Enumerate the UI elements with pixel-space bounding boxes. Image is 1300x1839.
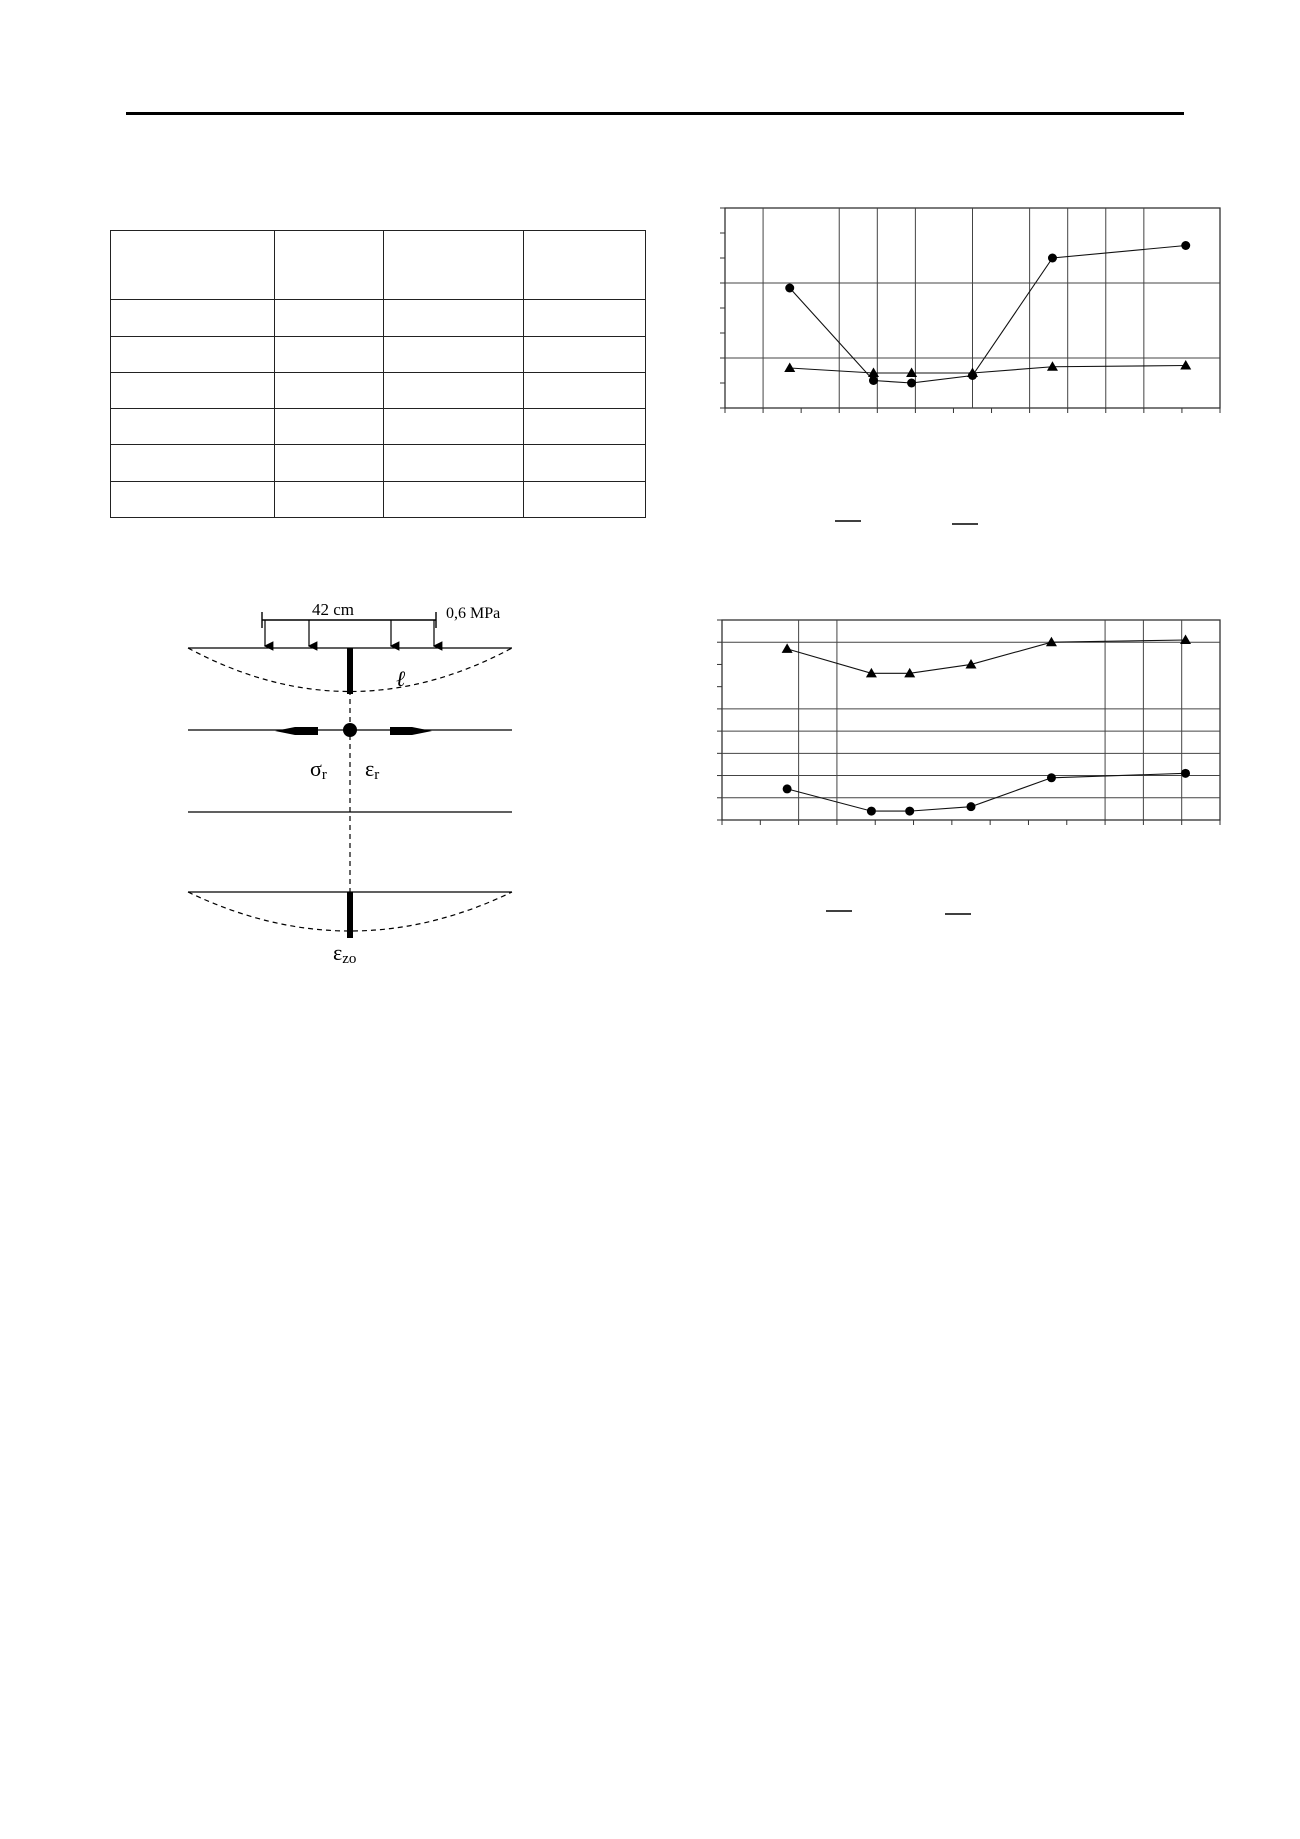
- load-width-label: 42 cm: [311, 600, 355, 619]
- strain-label: εr: [365, 756, 380, 783]
- pressure-label: 0,6 MPa: [446, 605, 501, 622]
- bottom-strain-label: εzo: [333, 940, 357, 967]
- stress-label: σr: [310, 756, 327, 783]
- length-symbol: ℓ: [396, 666, 406, 691]
